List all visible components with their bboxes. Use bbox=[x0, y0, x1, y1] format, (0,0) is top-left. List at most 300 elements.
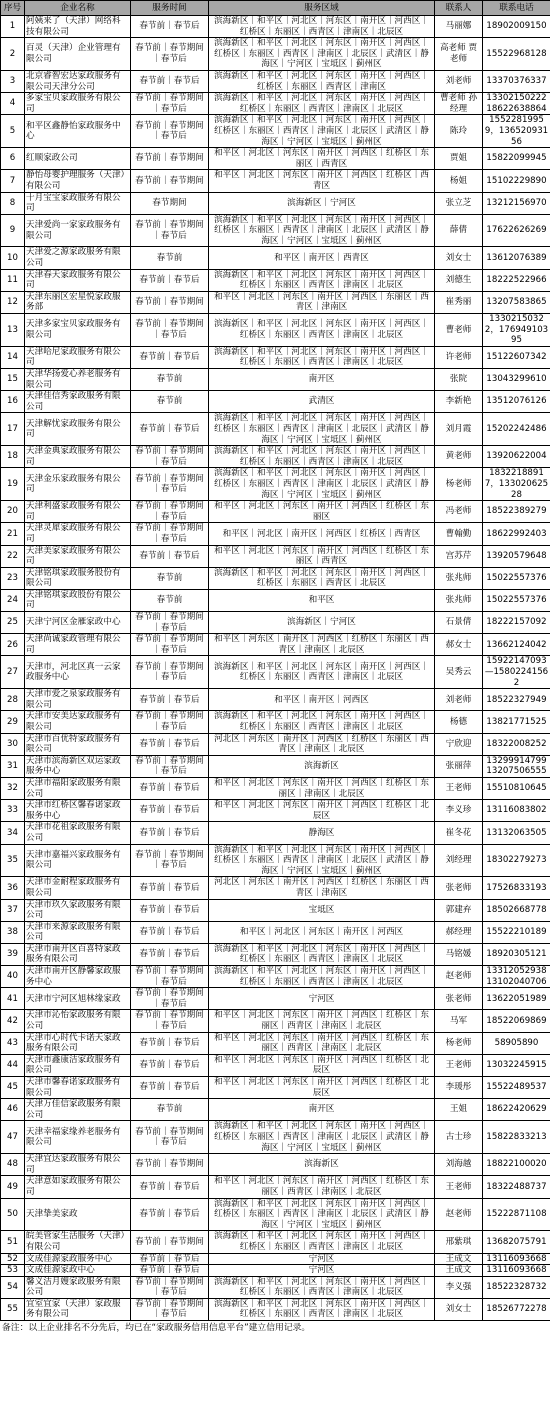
cell-service-area: 和平区 bbox=[209, 589, 435, 611]
table-row bbox=[1, 391, 550, 413]
footnote: 备注：以上企业排名不分先后，均已在“家政服务信用信息平台”建立信用记录。 bbox=[2, 1323, 311, 1334]
table-row bbox=[1, 269, 550, 291]
cell-phone: 15522968128 bbox=[483, 38, 550, 71]
cell-service-time: 春节前｜春节后 bbox=[131, 1253, 209, 1265]
cell-company: 天津金乐家政服务有限公司 bbox=[25, 468, 131, 501]
header-company: 企业名称 bbox=[25, 1, 131, 16]
header-service-time: 服务时间 bbox=[131, 1, 209, 16]
cell-service-area: 和平区｜河北区｜河东区｜南开区｜河西区｜东丽区｜西青区｜津南区 bbox=[209, 291, 435, 313]
cell-index: 54 bbox=[1, 1276, 25, 1298]
table-header-row bbox=[1, 1, 550, 16]
cell-contact: 杨老师 bbox=[435, 468, 483, 501]
cell-contact: 张兆师 bbox=[435, 589, 483, 611]
cell-company: 天津多家宝贝家政服务有限公司 bbox=[25, 314, 131, 347]
cell-service-area: 静海区 bbox=[209, 822, 435, 844]
cell-company: 北京睿智宏达家政服务有限公司天津分公司 bbox=[25, 70, 131, 92]
cell-index: 45 bbox=[1, 1077, 25, 1099]
cell-phone: 58905890 bbox=[483, 1032, 550, 1054]
table-row bbox=[1, 966, 550, 988]
table-row bbox=[1, 247, 550, 269]
cell-service-area: 滨海新区｜和平区｜河北区｜河东区｜南开区｜河西区｜红桥区｜东丽区｜西青区｜津南区｜北辰区 bbox=[209, 346, 435, 368]
cell-company: 天津万佳信家政服务有限公司 bbox=[25, 1099, 131, 1121]
cell-service-area: 滨海新区｜和平区｜河北区｜河东区｜南开区｜河西区｜红桥区｜东丽区｜西青区｜津南区 bbox=[209, 70, 435, 92]
cell-service-area: 滨海新区｜宁河区 bbox=[209, 612, 435, 634]
cell-service-area: 南开区 bbox=[209, 1099, 435, 1121]
cell-service-time: 春节前 bbox=[131, 1099, 209, 1121]
cell-company: 天津市来源家政服务有限公司 bbox=[25, 921, 131, 943]
cell-contact: 杨姐 bbox=[435, 170, 483, 192]
cell-contact: 马丽娜 bbox=[435, 16, 483, 38]
cell-service-time: 春节前｜春节期间｜春节后 bbox=[131, 711, 209, 733]
table-row bbox=[1, 800, 550, 822]
cell-company: 馨义洁月嫂家政服务有限公司 bbox=[25, 1276, 131, 1298]
cell-phone: 18920305121 bbox=[483, 943, 550, 965]
table-row bbox=[1, 1231, 550, 1253]
cell-service-time: 春节前｜春节后 bbox=[131, 1077, 209, 1099]
cell-company: 天津春天家政服务有限公司 bbox=[25, 269, 131, 291]
cell-service-area: 滨海新区｜和平区｜河北区｜河东区｜南开区｜河西区｜红桥区｜东丽区｜西青区｜津南区｜北辰区 bbox=[209, 16, 435, 38]
cell-contact: 马军 bbox=[435, 1010, 483, 1032]
cell-phone: 15822099945 bbox=[483, 148, 550, 170]
cell-phone: 17526833193 bbox=[483, 877, 550, 899]
cell-contact: 古士珍 bbox=[435, 1121, 483, 1154]
cell-index: 35 bbox=[1, 844, 25, 877]
cell-service-area: 和平区｜河北区｜南开区｜河西区｜红桥区｜西青区 bbox=[209, 523, 435, 545]
cell-index: 10 bbox=[1, 247, 25, 269]
cell-company: 文成佳源家政服务中心 bbox=[25, 1253, 131, 1265]
table-row bbox=[1, 1276, 550, 1298]
cell-company: 天津尚诚家政管理有限公司 bbox=[25, 634, 131, 656]
cell-service-time: 春节前｜春节期间｜春节后 bbox=[131, 1010, 209, 1032]
table-row bbox=[1, 70, 550, 92]
cell-service-area: 滨海新区｜宁河区 bbox=[209, 192, 435, 214]
cell-service-area: 武清区 bbox=[209, 391, 435, 413]
cell-service-area: 滨海新区｜和平区｜河北区｜河东区｜南开区｜河西区｜红桥区｜东丽区｜西青区｜津南区｜北辰区｜武清区｜静海区｜宁河区｜宝坻区｜蓟州区 bbox=[209, 115, 435, 148]
table-row bbox=[1, 755, 550, 777]
table-row bbox=[1, 1265, 550, 1277]
cell-phone: 13920622004 bbox=[483, 446, 550, 468]
cell-index: 30 bbox=[1, 733, 25, 755]
cell-index: 28 bbox=[1, 689, 25, 711]
cell-phone: 18902009150 bbox=[483, 16, 550, 38]
cell-company: 宜室宜家（天津）家政服务有限公司 bbox=[25, 1298, 131, 1320]
cell-phone: 13043299610 bbox=[483, 369, 550, 391]
cell-index: 17 bbox=[1, 413, 25, 446]
cell-index: 23 bbox=[1, 567, 25, 589]
header-contact: 联系人 bbox=[435, 1, 483, 16]
cell-contact: 邢紫琪 bbox=[435, 1231, 483, 1253]
cell-service-time: 春节前｜春节期间｜春节后 bbox=[131, 1298, 209, 1320]
cell-service-area: 滨海新区｜和平区｜河北区｜河东区｜南开区｜河西区｜红桥区｜东丽区｜西青区｜津南区｜北辰区 bbox=[209, 1231, 435, 1253]
cell-index: 50 bbox=[1, 1198, 25, 1231]
table-row bbox=[1, 1077, 550, 1099]
cell-contact: 马铭媛 bbox=[435, 943, 483, 965]
header-phone: 联系电话 bbox=[483, 1, 550, 16]
cell-service-area: 滨海新区｜和平区｜河北区｜河东区｜南开区｜河西区｜红桥区｜东丽区｜西青区｜津南区｜北辰区｜武清区｜静海区｜宁河区｜宝坻区｜蓟州区 bbox=[209, 844, 435, 877]
cell-service-time: 春节前｜春节期间｜春节后 bbox=[131, 634, 209, 656]
cell-index: 39 bbox=[1, 943, 25, 965]
cell-phone: 13821771525 bbox=[483, 711, 550, 733]
cell-service-time: 春节前｜春节期间｜春节后 bbox=[131, 988, 209, 1010]
cell-company: 天津市沁怡家政服务有限公司 bbox=[25, 1010, 131, 1032]
cell-service-area: 滨海新区｜和平区｜河北区｜河东区｜南开区｜河西区｜红桥区｜东丽区｜西青区｜北辰区 bbox=[209, 567, 435, 589]
cell-index: 7 bbox=[1, 170, 25, 192]
cell-company: 天津市宁河区旭林缘家政 bbox=[25, 988, 131, 1010]
cell-index: 8 bbox=[1, 192, 25, 214]
cell-contact: 刘德生 bbox=[435, 269, 483, 291]
cell-service-time: 春节前｜春节期间｜春节后 bbox=[131, 966, 209, 988]
cell-phone: 18522328732 bbox=[483, 1276, 550, 1298]
cell-contact: 王成文 bbox=[435, 1253, 483, 1265]
cell-phone: 18822100020 bbox=[483, 1154, 550, 1176]
cell-company: 天津佳信秀家政服务有限公司 bbox=[25, 391, 131, 413]
cell-service-time: 春节前｜春节期间｜春节后 bbox=[131, 314, 209, 347]
cell-company: 天津市南开区静馨家政服务中心 bbox=[25, 966, 131, 988]
cell-phone: 18522389279 bbox=[483, 501, 550, 523]
cell-phone: 15022557376 bbox=[483, 589, 550, 611]
cell-index: 55 bbox=[1, 1298, 25, 1320]
cell-company: 多家宝贝家政服务有限公司 bbox=[25, 93, 131, 115]
cell-company: 天津意如家政服务有限公司 bbox=[25, 1176, 131, 1198]
cell-service-area: 滨海新区｜和平区｜河北区｜河东区｜南开区｜河西区｜红桥区｜东丽区｜西青区｜津南区｜北辰区｜武清区｜静海区｜宁河区｜宝坻区｜蓟州区 bbox=[209, 1121, 435, 1154]
cell-service-time: 春节前｜春节期间｜春节后 bbox=[131, 844, 209, 877]
cell-service-area: 和平区｜河东区｜南开区｜河西区｜红桥区｜东丽区｜西青区｜津南区｜北辰区 bbox=[209, 634, 435, 656]
cell-contact: 张院 bbox=[435, 369, 483, 391]
cell-phone: 18302279273 bbox=[483, 844, 550, 877]
cell-index: 29 bbox=[1, 711, 25, 733]
cell-index: 12 bbox=[1, 291, 25, 313]
cell-contact: 崔秀丽 bbox=[435, 291, 483, 313]
cell-contact: 李新艳 bbox=[435, 391, 483, 413]
cell-contact: 郝女士 bbox=[435, 634, 483, 656]
table-row bbox=[1, 844, 550, 877]
cell-contact: 郭建弃 bbox=[435, 899, 483, 921]
table-row bbox=[1, 777, 550, 799]
cell-company: 天津市玖久家政服务有限公司 bbox=[25, 899, 131, 921]
cell-service-time: 春节前｜春节后 bbox=[131, 346, 209, 368]
cell-service-time: 春节前｜春节后 bbox=[131, 1032, 209, 1054]
cell-company: 天津金典家政服务有限公司 bbox=[25, 446, 131, 468]
cell-phone: 15202242486 bbox=[483, 413, 550, 446]
cell-contact: 郝经理 bbox=[435, 921, 483, 943]
table-row bbox=[1, 369, 550, 391]
table-row bbox=[1, 877, 550, 899]
cell-index: 13 bbox=[1, 314, 25, 347]
cell-index: 40 bbox=[1, 966, 25, 988]
table-row bbox=[1, 733, 550, 755]
cell-contact: 杨老师 bbox=[435, 1032, 483, 1054]
cell-index: 2 bbox=[1, 38, 25, 71]
cell-index: 22 bbox=[1, 545, 25, 567]
cell-contact: 张老师 bbox=[435, 988, 483, 1010]
cell-index: 33 bbox=[1, 800, 25, 822]
cell-company: 天津宁河区金雁家政中心 bbox=[25, 612, 131, 634]
table-body bbox=[1, 16, 550, 1321]
cell-index: 26 bbox=[1, 634, 25, 656]
table-row bbox=[1, 1054, 550, 1076]
cell-contact: 张兆师 bbox=[435, 567, 483, 589]
cell-company: 天津市嘉福兴家政服务有限公司 bbox=[25, 844, 131, 877]
cell-service-time: 春节前｜春节期间｜春节后 bbox=[131, 1276, 209, 1298]
cell-service-area: 和平区｜河北区｜河东区｜南开区｜河西区｜红桥区｜东丽区｜西青区｜津南区｜北辰区 bbox=[209, 1032, 435, 1054]
cell-phone: 15922147093—15802241562 bbox=[483, 656, 550, 689]
cell-company: 天津爱尚一家家政服务有限公司 bbox=[25, 214, 131, 247]
cell-index: 46 bbox=[1, 1099, 25, 1121]
cell-phone: 15822833213 bbox=[483, 1121, 550, 1154]
table-row bbox=[1, 689, 550, 711]
table-row bbox=[1, 115, 550, 148]
table-row bbox=[1, 192, 550, 214]
cell-company: 天津华扬爱心养老服务有限公司 bbox=[25, 369, 131, 391]
cell-service-time: 春节前｜春节期间 bbox=[131, 148, 209, 170]
cell-contact: 陈玲 bbox=[435, 115, 483, 148]
table-row bbox=[1, 1154, 550, 1176]
cell-phone: 18222157092 bbox=[483, 612, 550, 634]
cell-phone: 13116083802 bbox=[483, 800, 550, 822]
cell-index: 14 bbox=[1, 346, 25, 368]
cell-index: 43 bbox=[1, 1032, 25, 1054]
cell-phone: 13512076126 bbox=[483, 391, 550, 413]
cell-phone: 18522327949 bbox=[483, 689, 550, 711]
cell-service-time: 春节前｜春节期间｜春节后 bbox=[131, 755, 209, 777]
cell-contact: 王老师 bbox=[435, 1176, 483, 1198]
cell-service-time: 春节前｜春节期间｜春节后 bbox=[131, 446, 209, 468]
cell-company: 天津美家家政服务有限公司 bbox=[25, 545, 131, 567]
cell-service-time: 春节前｜春节后 bbox=[131, 899, 209, 921]
table-row bbox=[1, 523, 550, 545]
cell-phone: 15522210189 bbox=[483, 921, 550, 943]
table-row bbox=[1, 1253, 550, 1265]
cell-contact: 杨德 bbox=[435, 711, 483, 733]
cell-phone: 13920579648 bbox=[483, 545, 550, 567]
cell-company: 天津利盛家政服务有限公司 bbox=[25, 501, 131, 523]
cell-contact: 李义珍 bbox=[435, 800, 483, 822]
cell-service-time: 春节前｜春节后 bbox=[131, 733, 209, 755]
cell-company: 十月宝宝家政服务有限公司 bbox=[25, 192, 131, 214]
cell-index: 18 bbox=[1, 446, 25, 468]
cell-service-time: 春节前｜春节后 bbox=[131, 16, 209, 38]
cell-service-time: 春节前 bbox=[131, 567, 209, 589]
cell-index: 49 bbox=[1, 1176, 25, 1198]
cell-service-time: 春节前 bbox=[131, 589, 209, 611]
cell-index: 48 bbox=[1, 1154, 25, 1176]
cell-contact: 曹老师 bbox=[435, 314, 483, 347]
header-service-area: 服务区域 bbox=[209, 1, 435, 16]
cell-company: 红顺家政公司 bbox=[25, 148, 131, 170]
cell-phone: 13299914799 13207506555 bbox=[483, 755, 550, 777]
cell-index: 32 bbox=[1, 777, 25, 799]
table-row bbox=[1, 16, 550, 38]
cell-contact: 贾姐 bbox=[435, 148, 483, 170]
table-row bbox=[1, 612, 550, 634]
cell-service-area: 和平区｜河北区｜河东区｜南开区｜河西区｜红桥区｜东丽区 bbox=[209, 501, 435, 523]
cell-service-area: 滨海新区｜和平区｜河北区｜河东区｜南开区｜河西区｜红桥区｜东丽区｜西青区｜津南区｜北辰区 bbox=[209, 93, 435, 115]
table-row bbox=[1, 822, 550, 844]
cell-phone: 13132063505 bbox=[483, 822, 550, 844]
table-row bbox=[1, 1121, 550, 1154]
cell-contact: 曹翰勤 bbox=[435, 523, 483, 545]
cell-service-area: 滨海新区 bbox=[209, 755, 435, 777]
cell-company: 天津铭琪家政股份有限公司 bbox=[25, 589, 131, 611]
cell-index: 34 bbox=[1, 822, 25, 844]
cell-service-time: 春节前｜春节期间｜春节后 bbox=[131, 468, 209, 501]
table-row bbox=[1, 1099, 550, 1121]
cell-phone: 18622992403 bbox=[483, 523, 550, 545]
cell-index: 41 bbox=[1, 988, 25, 1010]
cell-service-time: 春节前｜春节后 bbox=[131, 413, 209, 446]
cell-phone: 15022557376 bbox=[483, 567, 550, 589]
cell-company: 和平区鑫静怡家政服务中心 bbox=[25, 115, 131, 148]
cell-service-time: 春节前｜春节后 bbox=[131, 1176, 209, 1198]
cell-service-area: 滨海新区｜和平区｜河北区｜河东区｜南开区｜河西区｜红桥区｜东丽区｜西青区｜津南区｜北辰区 bbox=[209, 1276, 435, 1298]
table-row bbox=[1, 1032, 550, 1054]
cell-service-time: 春节前｜春节后 bbox=[131, 1198, 209, 1231]
cell-company: 天津幸福家缘养老服务有限公司 bbox=[25, 1121, 131, 1154]
cell-service-area: 和平区｜河北区｜河东区｜南开区｜河西区｜红桥区｜东丽区｜西青区｜津南区｜北辰区 bbox=[209, 1176, 435, 1198]
cell-service-time: 春节前｜春节后 bbox=[131, 1265, 209, 1277]
cell-phone: 15522489537 bbox=[483, 1077, 550, 1099]
cell-company: 天津市红桥区馨春诺家政服务中心 bbox=[25, 800, 131, 822]
cell-service-area: 和平区｜河北区｜河东区｜南开区｜河西区｜红桥区｜北辰区 bbox=[209, 800, 435, 822]
cell-service-area: 和平区｜河北区｜河东区｜南开区｜河西区｜红桥区｜东丽区｜西青区｜津南区｜北辰区 bbox=[209, 1010, 435, 1032]
cell-service-time: 春节前｜春节期间 bbox=[131, 1154, 209, 1176]
cell-company: 天津东丽区宏星悦家政服务部 bbox=[25, 291, 131, 313]
cell-contact: 高老师 贾老师 bbox=[435, 38, 483, 71]
cell-service-area: 滨海新区｜和平区｜河北区｜河东区｜南开区｜河西区｜红桥区｜东丽区｜西青区｜津南区｜北辰区 bbox=[209, 446, 435, 468]
cell-contact: 吴秀云 bbox=[435, 656, 483, 689]
cell-service-area: 南开区 bbox=[209, 369, 435, 391]
cell-contact: 王老师 bbox=[435, 777, 483, 799]
cell-service-time: 春节前｜春节后 bbox=[131, 800, 209, 822]
cell-phone: 13302150222 18622638864 bbox=[483, 93, 550, 115]
cell-company: 天津哈尼家政服务有限公司 bbox=[25, 346, 131, 368]
table-row bbox=[1, 468, 550, 501]
cell-service-area: 滨海新区｜和平区｜河北区｜河东区｜南开区｜河西区｜红桥区｜东丽区｜西青区｜津南区｜北辰区 bbox=[209, 656, 435, 689]
table-row bbox=[1, 567, 550, 589]
cell-contact: 刘女士 bbox=[435, 1298, 483, 1320]
cell-phone: 13032245915 bbox=[483, 1054, 550, 1076]
cell-contact: 刘老师 bbox=[435, 689, 483, 711]
cell-phone: 17622626269 bbox=[483, 214, 550, 247]
cell-index: 25 bbox=[1, 612, 25, 634]
table-row bbox=[1, 1198, 550, 1231]
table-row bbox=[1, 711, 550, 733]
cell-index: 52 bbox=[1, 1253, 25, 1265]
cell-service-area: 滨海新区｜和平区｜河北区｜河东区｜南开区｜河西区｜红桥区｜东丽区｜西青区｜津南区｜北辰区 bbox=[209, 1298, 435, 1320]
cell-service-time: 春节前 bbox=[131, 369, 209, 391]
cell-phone: 18526772278 bbox=[483, 1298, 550, 1320]
cell-company: 天津市心时代卡诺天家政服务有限公司 bbox=[25, 1032, 131, 1054]
cell-phone: 13116093668 bbox=[483, 1265, 550, 1277]
header-index: 序号 bbox=[1, 1, 25, 16]
cell-service-area: 滨海新区｜和平区｜河北区｜河东区｜南开区｜河西区｜红桥区｜东丽区｜西青区｜津南区｜北辰区｜武清区｜静海区｜宁河区｜宝坻区｜蓟州区 bbox=[209, 38, 435, 71]
cell-service-area: 宁河区 bbox=[209, 988, 435, 1010]
cell-contact: 刘海越 bbox=[435, 1154, 483, 1176]
cell-service-area: 宝坻区 bbox=[209, 899, 435, 921]
cell-service-area: 和平区｜南开区｜河西区 bbox=[209, 689, 435, 711]
cell-phone: 13212156970 bbox=[483, 192, 550, 214]
cell-index: 47 bbox=[1, 1121, 25, 1154]
cell-service-time: 春节前｜春节后 bbox=[131, 921, 209, 943]
cell-company: 天津市金耐程家政服务有限公司 bbox=[25, 877, 131, 899]
cell-contact: 薛倩 bbox=[435, 214, 483, 247]
cell-service-time: 春节前｜春节后 bbox=[131, 545, 209, 567]
cell-service-area: 河北区｜河东区｜南开区｜河西区｜红桥区｜东丽区｜西青区｜津南区｜北辰区 bbox=[209, 733, 435, 755]
cell-company: 百灵（天津）企业管理有限公司 bbox=[25, 38, 131, 71]
cell-service-area: 滨海新区｜和平区｜河北区｜河东区｜南开区｜河西区｜红桥区｜东丽区｜西青区｜津南区｜北辰区 bbox=[209, 711, 435, 733]
cell-phone: 15102229890 bbox=[483, 170, 550, 192]
cell-company: 天津市馨春诺家政服务有限公司 bbox=[25, 1077, 131, 1099]
table-row bbox=[1, 291, 550, 313]
cell-company: 天津铭琪家政服务股份有限公司 bbox=[25, 567, 131, 589]
cell-phone: 15522819959，13652093156 bbox=[483, 115, 550, 148]
cell-contact: 李瑗彤 bbox=[435, 1077, 483, 1099]
cell-index: 27 bbox=[1, 656, 25, 689]
cell-contact: 石景倩 bbox=[435, 612, 483, 634]
table-row bbox=[1, 501, 550, 523]
table-row bbox=[1, 634, 550, 656]
cell-service-time: 春节前｜春节期间｜春节后 bbox=[131, 93, 209, 115]
cell-service-area: 滨海新区｜和平区｜河北区｜河东区｜南开区｜河西区｜红桥区｜东丽区｜西青区｜津南区｜北辰区｜武清区｜静海区｜宁河区｜宝坻区｜蓟州区 bbox=[209, 214, 435, 247]
table-row bbox=[1, 589, 550, 611]
table-row bbox=[1, 1176, 550, 1198]
cell-service-time: 春节前｜春节期间 bbox=[131, 291, 209, 313]
cell-index: 21 bbox=[1, 523, 25, 545]
cell-company: 天津解忧家政服务有限公司 bbox=[25, 413, 131, 446]
cell-index: 44 bbox=[1, 1054, 25, 1076]
cell-contact: 赵老师 bbox=[435, 966, 483, 988]
cell-company: 天津市福阳家政服务有限公司 bbox=[25, 777, 131, 799]
cell-company: 天津市，河北区真一云家政服务中心 bbox=[25, 656, 131, 689]
cell-service-area: 和平区｜河北区｜河东区｜南开区｜河西区｜红桥区｜东丽区｜西青区 bbox=[209, 545, 435, 567]
cell-index: 38 bbox=[1, 921, 25, 943]
cell-service-area: 河北区｜河东区｜南开区｜河西区｜红桥区｜东丽区｜西青区｜津南区 bbox=[209, 877, 435, 899]
cell-phone: 13370376337 bbox=[483, 70, 550, 92]
cell-service-time: 春节前｜春节后 bbox=[131, 1054, 209, 1076]
cell-phone: 13312052938 13102040706 bbox=[483, 966, 550, 988]
cell-index: 6 bbox=[1, 148, 25, 170]
cell-company: 天津挚美家政 bbox=[25, 1198, 131, 1231]
cell-service-time: 春节前｜春节期间｜春节后 bbox=[131, 214, 209, 247]
cell-index: 53 bbox=[1, 1265, 25, 1277]
cell-phone: 13612076389 bbox=[483, 247, 550, 269]
cell-company: 天津宜达家政服务有限公司 bbox=[25, 1154, 131, 1176]
cell-phone: 18322488737 bbox=[483, 1176, 550, 1198]
table-row bbox=[1, 943, 550, 965]
cell-contact: 崔冬花 bbox=[435, 822, 483, 844]
cell-service-time: 春节前 bbox=[131, 247, 209, 269]
cell-contact: 张立芝 bbox=[435, 192, 483, 214]
cell-contact: 王姐 bbox=[435, 1099, 483, 1121]
cell-service-area: 滨海新区｜和平区｜河北区｜河东区｜南开区｜河西区｜红桥区｜东丽区｜西青区｜津南区｜北辰区｜武清区｜静海区｜宁河区｜宝坻区｜蓟州区 bbox=[209, 468, 435, 501]
cell-contact: 张丽萍 bbox=[435, 755, 483, 777]
cell-index: 4 bbox=[1, 93, 25, 115]
cell-index: 20 bbox=[1, 501, 25, 523]
cell-index: 19 bbox=[1, 468, 25, 501]
cell-index: 36 bbox=[1, 877, 25, 899]
cell-service-area: 和平区｜河北区｜河东区｜南开区｜河西区｜红桥区｜东丽区｜津南区｜北辰区 bbox=[209, 777, 435, 799]
cell-index: 37 bbox=[1, 899, 25, 921]
cell-index: 15 bbox=[1, 369, 25, 391]
table-row bbox=[1, 446, 550, 468]
cell-service-time: 春节前｜春节期间｜春节后 bbox=[131, 612, 209, 634]
cell-company: 天津市鑫康洁家政服务有限公司 bbox=[25, 1054, 131, 1076]
cell-contact: 冯老师 bbox=[435, 501, 483, 523]
table-row bbox=[1, 545, 550, 567]
cell-company: 天津爱之源家政服务有限公司 bbox=[25, 247, 131, 269]
cell-index: 16 bbox=[1, 391, 25, 413]
cell-company: 天津市爱之泉家政服务有限公司 bbox=[25, 689, 131, 711]
